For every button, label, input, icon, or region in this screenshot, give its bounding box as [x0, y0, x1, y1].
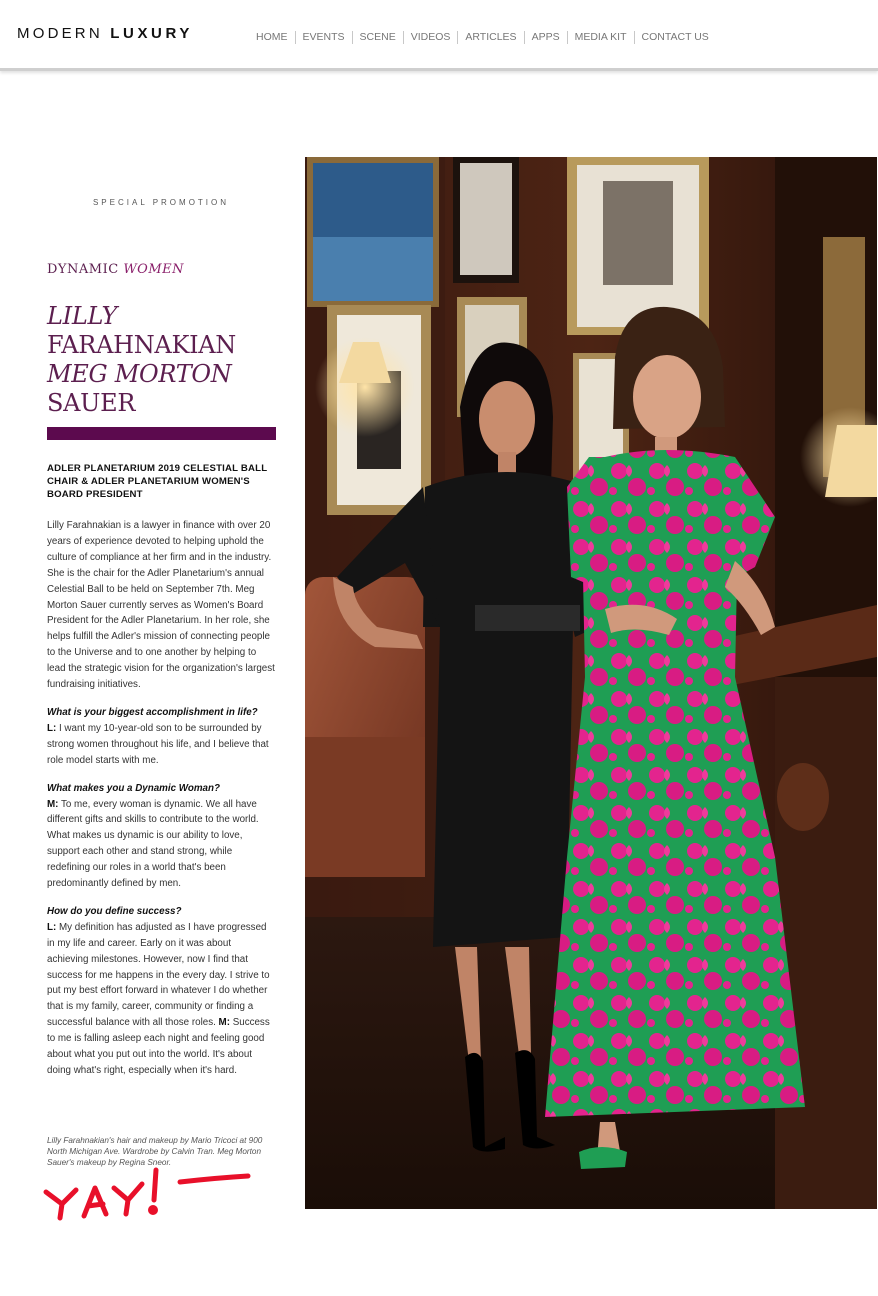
photo-credits: Lilly Farahnakian's hair and makeup by Mario Tricoci at 900 North Michigan Ave. Wardrobe by Calvin Tran. Meg Morton Sauer's makeup by Regina Sneor. — [47, 1136, 263, 1167]
site-logo[interactable] — [17, 25, 193, 42]
nav-articles[interactable]: ARTICLES — [457, 31, 523, 44]
answer-3a: My definition has adjusted as I have progressed in my life and career. Early on it was about achieving milestones. However, now I find that success for me happens in the every day. I strive to put my best effort forward in whatever I do whether that is my family, career, community or finding a successful balance with all those roles. — [47, 921, 270, 1029]
kicker-regular: DYNAMIC — [47, 262, 119, 277]
article-body — [47, 518, 275, 1091]
nav-videos[interactable]: VIDEOS — [403, 31, 458, 44]
qa-block-3 — [47, 904, 275, 1079]
yay-handwriting-scribble — [40, 1160, 255, 1225]
nav-events[interactable]: EVENTS — [295, 31, 352, 44]
answer-3b: Success to me is falling asleep each night and feeling good about what you put out into the world. It's about doing what's right, especially when it's hard. — [47, 1017, 270, 1076]
section-kicker — [47, 262, 184, 277]
main-nav — [256, 31, 716, 44]
role-subtitle: ADLER PLANETARIUM 2019 CELESTIAL BALL CHAIR & ADLER PLANETARIUM WOMEN'S BOARD PRESIDENT — [47, 463, 268, 500]
question-1: What is your biggest accomplishment in life? — [47, 706, 258, 718]
name2-last: SAUER — [47, 389, 136, 417]
portrait-photo — [305, 157, 877, 1209]
qa-block-2 — [47, 781, 275, 892]
name1-first: LILLY — [47, 302, 118, 330]
site-header — [0, 0, 878, 71]
question-3: How do you define success? — [47, 905, 182, 917]
nav-home[interactable]: HOME — [256, 31, 288, 43]
intro-paragraph: Lilly Farahnakian is a lawyer in finance with over 20 years of experience devoted to helping uphold the culture of compliance at her firm and in the industry. She is the chair for the Adler Planetarium's annual Celestial Ball to be held on September 7th. Meg Morton Sauer currently serves as Women's Board President for the Adler Planetarium. In her role, she helps fulfill the Adler's mission of connecting people to the Universe and to one another by helping to lead the strategic vision for the organization's largest fundraising initiatives. — [47, 520, 275, 691]
question-2: What makes you a Dynamic Woman? — [47, 782, 220, 794]
featured-names — [47, 302, 282, 418]
answer-2: To me, every woman is dynamic. We all have different gifts and skills to contribute to the world. What makes us dynamic is our ability to love, support each other and stand strong, while redefining our roles in a world that's been predominantly defined by men. — [47, 798, 259, 890]
nav-scene[interactable]: SCENE — [352, 31, 403, 44]
logo-luxury: LUXURY — [110, 25, 193, 42]
answer-1-initial: L: — [47, 722, 57, 734]
answer-1: I want my 10-year-old son to be surrounded by strong women throughout his life, and I believe that role model starts with me. — [47, 722, 269, 766]
special-promotion-label: SPECIAL PROMOTION — [92, 198, 230, 207]
nav-media-kit[interactable]: MEDIA KIT — [567, 31, 634, 44]
nav-contact-us[interactable]: CONTACT US — [634, 31, 716, 44]
name1-last: FARAHNAKIAN — [47, 331, 237, 359]
answer-3-initial: L: — [47, 921, 57, 933]
qa-block-1 — [47, 705, 275, 769]
answer-3-initial-2: M: — [218, 1017, 230, 1029]
logo-modern: MODERN — [17, 25, 103, 42]
name2-first: MEG MORTON — [47, 360, 232, 388]
title-divider-bar — [47, 427, 276, 440]
kicker-italic: WOMEN — [123, 262, 185, 277]
answer-2-initial: M: — [47, 798, 59, 810]
nav-apps[interactable]: APPS — [524, 31, 567, 44]
